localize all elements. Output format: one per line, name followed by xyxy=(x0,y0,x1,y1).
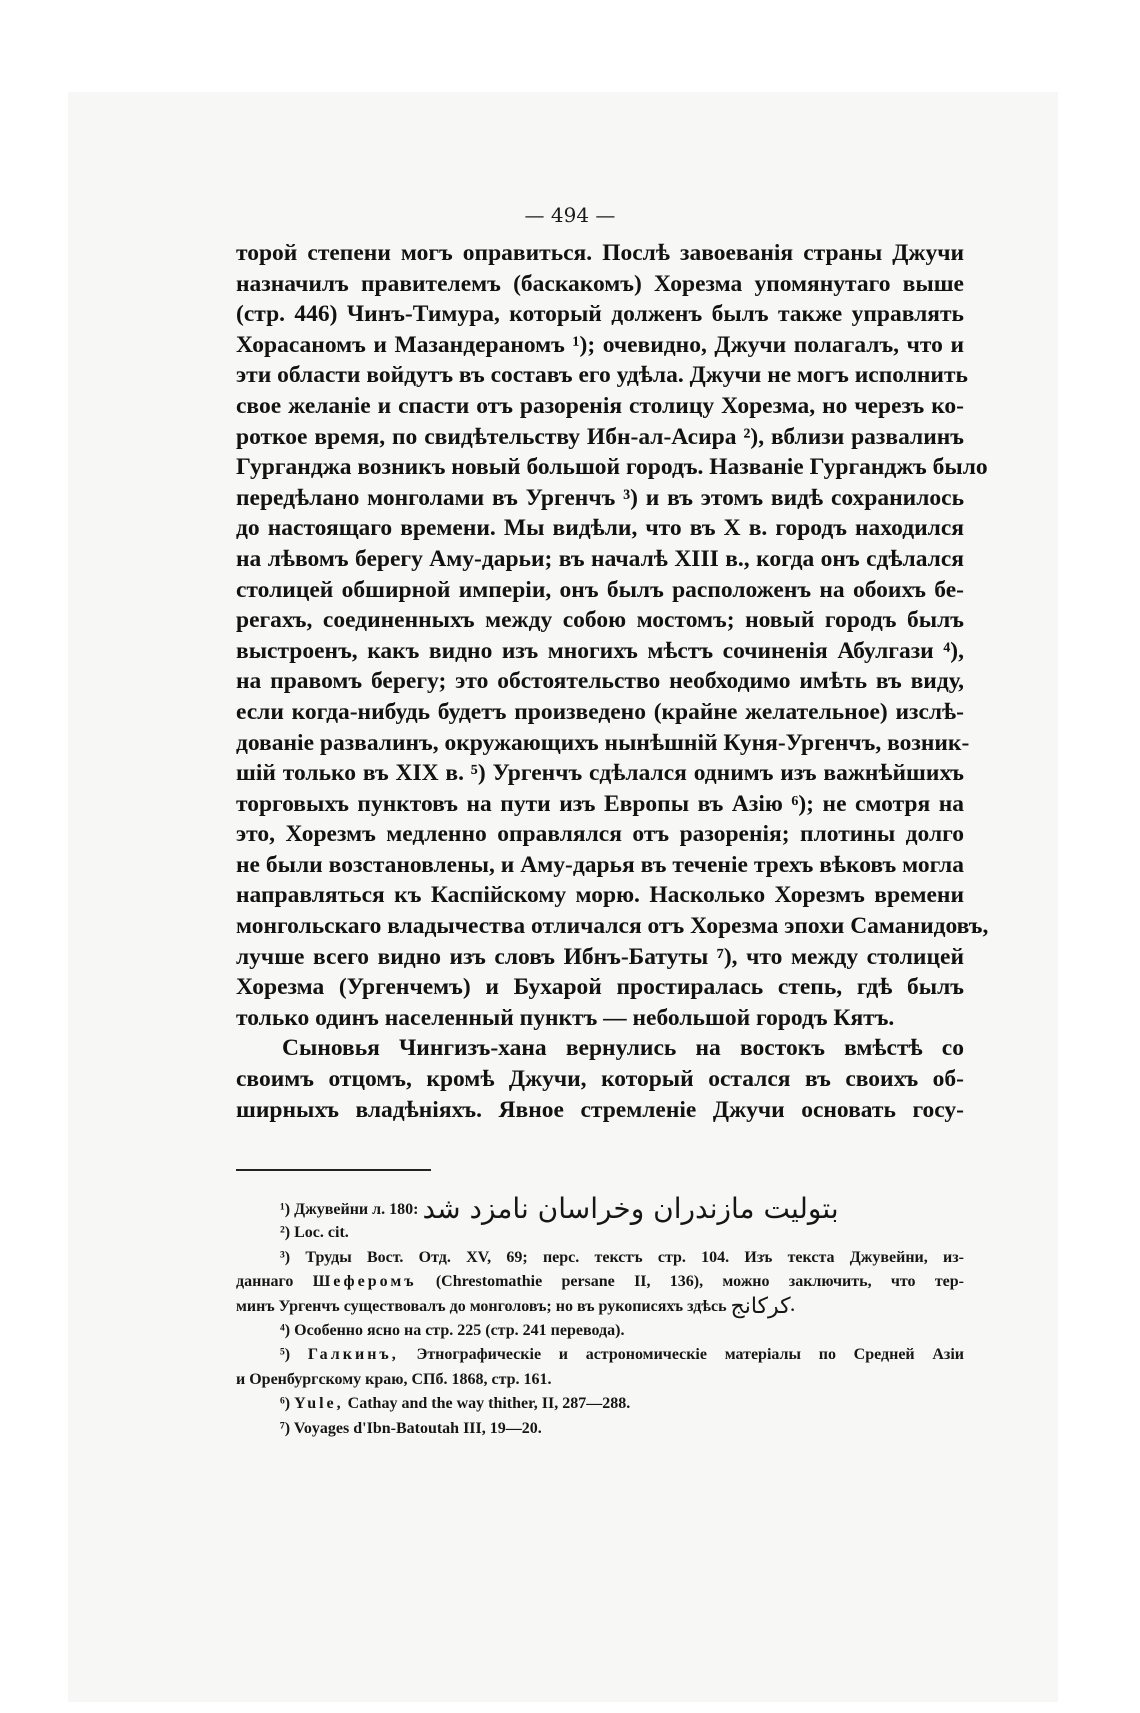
footnote-4 xyxy=(236,1319,964,1343)
text-line: на правомъ берегу; это обстоятельство необходимо имѣть въ виду, xyxy=(236,668,964,695)
arabic-quote: بتولیت مازندران وخراسان نامزد شد xyxy=(422,1192,839,1225)
footnote-separator xyxy=(236,1169,431,1171)
page-number: — 494 — xyxy=(524,203,616,227)
author-name: Yule, xyxy=(294,1395,344,1413)
footnote-text: Loc. cit. xyxy=(294,1224,349,1242)
text-line: Хорезма (Ургенчемъ) и Бухарой простиралась степь, гдѣ былъ xyxy=(236,974,964,1001)
text-line: торговыхъ пунктовъ на пути изъ Европы въ Азію ⁶); не смотря на xyxy=(236,790,964,817)
text-line: назначилъ правителемъ (баскакомъ) Хорезма упомянутаго выше xyxy=(236,270,964,297)
footnote-text: и Оренбургскому краю, СПб. 1868, стр. 161. xyxy=(236,1370,552,1388)
arabic-word: كركانج xyxy=(730,1293,791,1319)
footnote-6 xyxy=(236,1392,964,1416)
footnote-5-continued xyxy=(236,1368,964,1392)
author-name: Галкинъ, xyxy=(307,1346,399,1364)
text-line: дованіе развалинъ, окружающихъ нынѣшній Куня-Ургенчъ, возник- xyxy=(236,729,970,756)
text-line: на лѣвомъ берегу Аму-дарьи; въ началѣ XIII в., когда онъ сдѣлался xyxy=(236,545,964,572)
footnote-mark: ⁴) xyxy=(280,1321,291,1339)
text-line: (стр. 446) Чинъ-Тимура, который долженъ былъ также управлять xyxy=(236,301,964,328)
text-line: регахъ, соединенныхъ между собою мостомъ; новый городъ былъ xyxy=(236,607,964,634)
footnotes xyxy=(236,1192,965,1441)
footnote-3-continued: минъ Ургенчъ существовалъ до монголовъ; но въ рукописяхъ здѣсь كركانج. xyxy=(236,1293,795,1319)
footnote-text: Джувейни л. 180: xyxy=(294,1201,419,1218)
text-line: направляться къ Каспійскому морю. Насколько Хорезмъ времени xyxy=(236,882,964,909)
footnote-text: Этнографическіе и астрономическіе матеріалы по Средней Азіи xyxy=(416,1346,965,1364)
paragraph-first-line: Сыновья Чингизъ-хана вернулись на востокъ вмѣстѣ со xyxy=(282,1035,964,1062)
footnote-mark: ²) xyxy=(280,1224,291,1242)
footnote-1 xyxy=(236,1192,964,1225)
footnote-7 xyxy=(236,1417,964,1441)
text-line: шій только въ XIX в. ⁵) Ургенчъ сдѣлался однимъ изъ важнѣйшихъ xyxy=(236,760,964,787)
text-line: выстроенъ, какъ видно изъ многихъ мѣстъ сочиненія Абулгази ⁴), xyxy=(236,637,964,664)
text-line: торой степени могъ оправиться. Послѣ завоеванія страны Джучи xyxy=(236,240,964,266)
footnote-2 xyxy=(236,1221,964,1245)
footnote-text: (Chrestomathie persane II, 136), можно заключить, что тер- xyxy=(435,1273,965,1291)
text-line: это, Хорезмъ медленно оправлялся отъ разоренія; плотины долго xyxy=(236,821,964,848)
footnote-mark: ⁶) xyxy=(280,1395,291,1413)
main-text xyxy=(236,238,989,1125)
text-line: эти области войдутъ въ составъ его удѣла. Джучи не могъ исполнить xyxy=(236,362,968,389)
footnote-mark: ³) xyxy=(280,1248,291,1266)
footnote-3-continued xyxy=(236,1270,964,1294)
text-line: не были возстановлены, и Аму-дарья въ теченіе трехъ вѣковъ могла xyxy=(236,851,964,878)
text-line: столицей обширной имперіи, онъ былъ расположенъ на обоихъ бе- xyxy=(236,576,964,603)
text-line: Гурганджа возникъ новый большой городъ. Названіе Гурганджъ было xyxy=(236,454,988,481)
footnote-text: Voyages d'Ibn-Batoutah III, 19—20. xyxy=(293,1419,542,1437)
footnote-text: минъ Ургенчъ существовалъ до монголовъ; но въ рукописяхъ здѣсь xyxy=(236,1297,727,1315)
text-line: передѣлано монголами въ Ургенчъ ³) и въ этомъ видѣ сохранилось xyxy=(236,484,964,511)
text-line: роткое время, по свидѣтельству Ибн-ал-Асира ²), вблизи развалинъ xyxy=(236,423,964,450)
footnote-mark: ⁷) xyxy=(280,1419,291,1437)
footnote-mark: ¹) xyxy=(280,1201,291,1218)
text-line: монгольскаго владычества отличался отъ Хорезма эпохи Саманидовъ, xyxy=(236,913,989,940)
footnote-text: Труды Вост. Отд. XV, 69; перс. текстъ стр. 104. Изъ текста Джувейни, из- xyxy=(305,1248,964,1266)
footnote-3 xyxy=(236,1246,964,1270)
text-line: ширныхъ владѣніяхъ. Явное стремленіе Джучи основать госу- xyxy=(236,1096,964,1123)
text-line: свое желаніе и спасти отъ разоренія столицу Хорезма, но черезъ ко- xyxy=(236,392,964,419)
text-line: до настоящаго времени. Мы видѣли, что въ X в. городъ находился xyxy=(236,515,964,542)
author-name: Шеферомъ xyxy=(312,1273,417,1291)
text-line: Хорасаномъ и Мазандераномъ ¹); очевидно, Джучи полагалъ, что и xyxy=(236,331,964,358)
footnote-text: Особенно ясно на стр. 225 (стр. 241 перевода). xyxy=(294,1321,625,1339)
text-line: своимъ отцомъ, кромѣ Джучи, который остался въ своихъ об- xyxy=(236,1066,964,1093)
footnote-text: даннаго xyxy=(236,1273,294,1291)
footnote-text: Cathay and the way thither, II, 287—288. xyxy=(347,1395,631,1413)
footnote-mark: ⁵) xyxy=(280,1346,291,1364)
text-line: только одинъ населенный пунктъ — небольшой городъ Кятъ. xyxy=(236,1004,895,1031)
text-line: лучше всего видно изъ словъ Ибнъ-Батуты ⁷), что между столицей xyxy=(236,943,964,970)
footnote-5 xyxy=(236,1343,964,1367)
text-line: если когда-нибудь будетъ произведено (крайне желательное) изслѣ- xyxy=(236,698,964,725)
